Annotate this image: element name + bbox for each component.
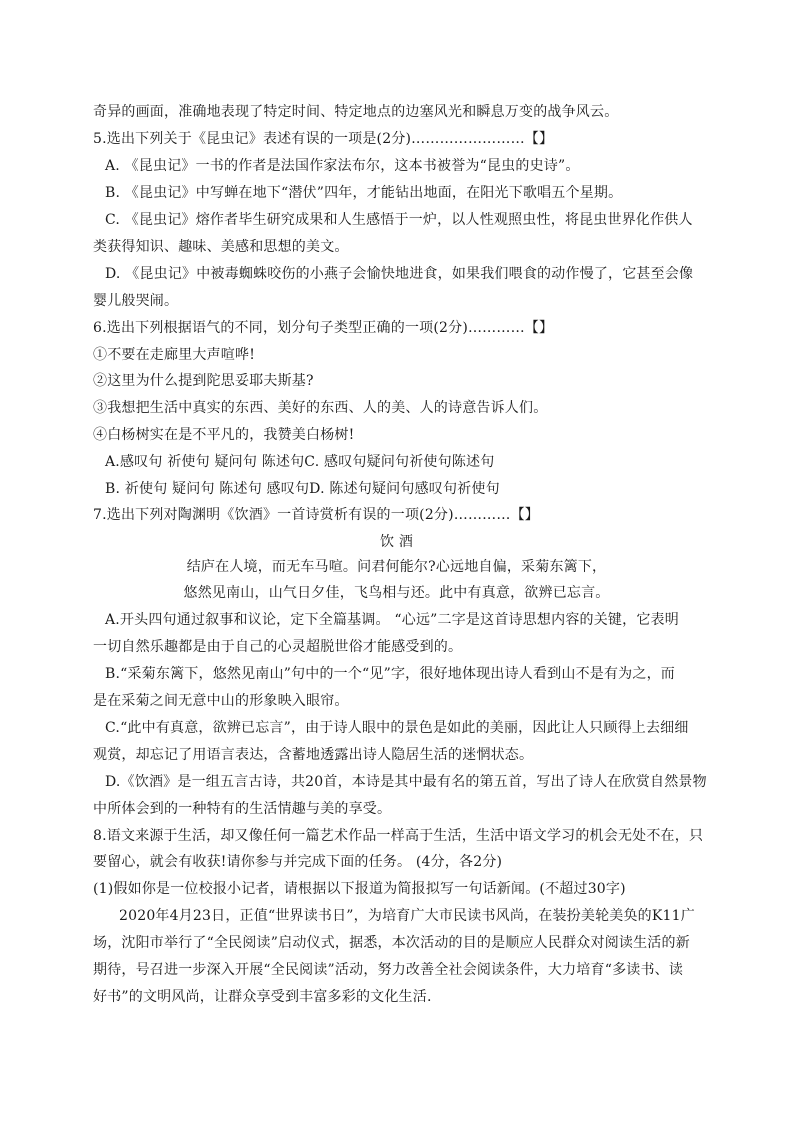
question-5-stem: 5.选出下列关于《昆虫记》表述有误的一项是(2分)……………………【】 bbox=[93, 131, 554, 147]
question-7-option-d-cont: 中所体会到的一种特有的生活情趣与美的享受。 bbox=[93, 801, 392, 817]
news-paragraph-line-2: 场，沈阳市举行了“全民阅读”启动仪式，据悉，本次活动的目的是顺应人民群众对阅读生活的新 bbox=[93, 935, 690, 951]
question-6-options-b-d: B. 祈使句 疑问句 陈述句 感叹句D. 陈述句疑问句感叹句祈使句 bbox=[105, 481, 500, 497]
question-6-sentence-3: ③我想把生活中真实的东西、美好的东西、人的美、人的诗意告诉人们。 bbox=[93, 400, 548, 416]
question-5-option-d: D. 《昆虫记》中被毒蜘蛛咬伤的小燕子会愉快地进食，如果我们喂食的动作慢了，它甚至会像 bbox=[105, 266, 694, 282]
poem-line-1: 结庐在人境，而无车马喧。问君何能尔?心远地自偏，采菊东篱下， bbox=[186, 559, 607, 575]
question-5-option-a: A. 《昆虫记》一书的作者是法国作家法布尔，这本书被誉为“昆虫的史诗”。 bbox=[105, 158, 580, 174]
question-8-subtask-1: (1)假如你是一位校报小记者，请根据以下报道为简报拟写一句话新闻。(不超过30字) bbox=[93, 881, 626, 897]
news-paragraph-line-1: 2020年4月23日，正值“世界读书日”，为培育广大市民读书风尚，在装扮美轮美奂的K11广 bbox=[119, 908, 695, 924]
news-paragraph-line-3: 期待，号召进一步深入开展“全民阅读”活动，努力改善全社会阅读条件，大力培育“多读书、读 bbox=[93, 962, 684, 978]
question-8-stem-cont: 要留心，就会有收获!请你参与并完成下面的任务。 (4分，各2分) bbox=[93, 854, 503, 870]
question-8-stem: 8.语文来源于生活，却又像任何一篇艺术作品一样高于生活，生活中语文学习的机会无处不在，只 bbox=[93, 828, 704, 844]
question-7-option-b-cont: 是在采菊之间无意中山的形象映入眼帘。 bbox=[93, 693, 349, 709]
intro-tail-text: 奇异的画面，准确地表现了特定时间、特定地点的边塞风光和瞬息万变的战争风云。 bbox=[93, 104, 619, 120]
poem-title: 饮 酒 bbox=[379, 534, 414, 550]
question-6-sentence-1: ①不要在走廊里大声喧哗! bbox=[93, 347, 256, 363]
question-7-option-a: A.开头四句通过叙事和议论，定下全篇基调。 “心远”二字是这首诗思想内容的关键，它表明 bbox=[105, 612, 679, 628]
question-5-option-c-cont: 类获得知识、趣味、美感和思想的美文。 bbox=[93, 239, 349, 255]
question-7-stem: 7.选出下列对陶渊明《饮酒》一首诗赏析有误的一项(2分)…………【】 bbox=[93, 507, 539, 523]
question-6-stem: 6.选出下列根据语气的不同，划分句子类型正确的一项(2分)…………【】 bbox=[93, 320, 554, 336]
poem-line-2: 悠然见南山，山气日夕佳，飞鸟相与还。此中有真意，欲辨已忘言。 bbox=[183, 585, 610, 601]
question-7-option-c: C.“此中有真意，欲辨已忘言”，由于诗人眼中的景色是如此的美丽，因此让人只顾得上去细细 bbox=[105, 720, 689, 736]
question-7-option-a-cont: 一切自然乐趣都是由于自己的心灵超脱世俗才能感受到的。 bbox=[93, 639, 463, 655]
question-6-sentence-2: ②这里为什么提到陀思妥耶夫斯基? bbox=[93, 373, 314, 389]
news-paragraph-line-4: 好书”的文明风尚，让群众享受到丰富多彩的文化生活. bbox=[93, 989, 432, 1005]
question-6-sentence-4: ④白杨树实在是不平凡的，我赞美白杨树! bbox=[93, 427, 355, 443]
question-5-option-b: B. 《昆虫记》中写蝉在地下“潜伏”四年，才能钻出地面，在阳光下歌唱五个星期。 bbox=[105, 185, 623, 201]
question-5-option-d-cont: 婴儿般哭闹。 bbox=[93, 293, 179, 309]
question-7-option-b: B.“采菊东篱下，悠然见南山”句中的一个“见”字，很好地体现出诗人看到山不是有为之，而 bbox=[105, 666, 675, 682]
question-7-option-c-cont: 观赏，却忘记了用语言表达，含蓄地透露出诗人隐居生活的迷惘状态。 bbox=[93, 747, 534, 763]
question-6-options-a-c: A.感叹句 祈使句 疑问句 陈述句C. 感叹句疑问句祈使句陈述句 bbox=[105, 454, 495, 470]
question-7-option-d: D.《饮酒》是一组五言古诗，共20首，本诗是其中最有名的第五首，写出了诗人在欣赏自然景物 bbox=[105, 774, 707, 790]
question-5-option-c: C. 《昆虫记》熔作者毕生研究成果和人生感悟于一炉，以人性观照虫性，将昆虫世界化作供人 bbox=[105, 212, 693, 228]
